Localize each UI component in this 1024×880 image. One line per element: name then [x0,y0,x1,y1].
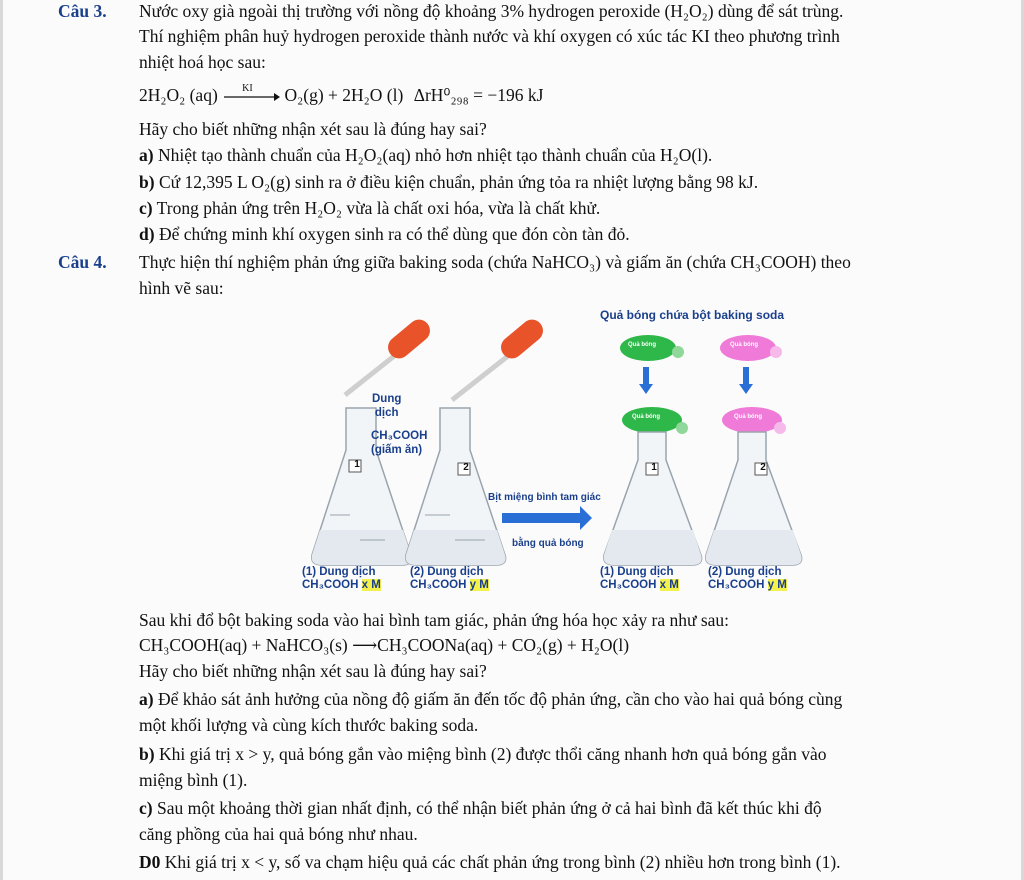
statement-b-text: Cứ 12,395 L O₂(g) sinh ra ở điều kiện chuẩn, phản ứng tỏa ra nhiệt lượng bằng 98 kJ. [158,172,759,192]
flask-4-icon [706,407,802,565]
label-c: c) [139,798,153,818]
process-arrow-icon [502,506,592,530]
label-a: a) [139,145,154,165]
q3-statement-c [139,197,600,219]
label-d: d) [139,224,155,244]
statement-c-text: Trong phản ứng trên H₂O₂ vừa là chất oxi hóa, vừa là chất khử. [156,198,601,218]
q3-statement-a [139,144,712,166]
balloon-tag-green-top: Quả bóng [628,342,656,348]
solution-label-line3: CH₃COOH [371,430,428,442]
q4-statement-b [139,743,827,765]
q3-equation [139,84,543,106]
q4-statement-b-cont: miệng bình (1). [139,770,248,790]
experiment-figure [290,300,820,605]
label-b: b) [139,172,155,192]
label-b: b) [139,744,155,764]
dropper-2-icon [452,315,547,400]
caption-flask-4 [708,566,787,592]
caption-flask-2 [410,566,489,592]
eq-enthalpy: ΔrH⁰₂₉₈ = −196 kJ [413,85,544,105]
caption-2-formula: CH₃COOH [410,579,470,591]
label-d: D0 [139,852,161,872]
caption-4-formula: CH₃COOH [708,579,768,591]
solution-formula [371,429,427,457]
q4-ask: Hãy cho biết những nhận xét sau là đúng hay sai? [139,661,487,681]
caption-3-formula: CH₃COOH [600,579,660,591]
q4-statement-c-cont: căng phồng của hai quả bóng như nhau. [139,824,418,844]
caption-4-conc: y M [767,579,787,591]
q4-statement-d [139,851,841,873]
statement-a-line1: Để khảo sát ảnh hưởng của nồng độ giấm ăn đến tốc độ phản ứng, cần cho vào hai quả bóng cùng [157,689,843,709]
down-arrow-2-icon [739,367,753,394]
label-a: a) [139,689,154,709]
flask-1-number: 1 [354,459,360,470]
statement-c-line1: Sau một khoảng thời gian nhất định, có thể nhận biết phản ứng ở cả hai bình đã kết thúc khi độ [156,798,822,818]
eq-left: 2H₂O₂ (aq) [139,85,218,105]
caption-flask-1 [302,566,381,592]
balloon-tag-pink-top: Quả bóng [730,342,758,348]
solution-label [372,392,401,420]
flask-3-icon [604,407,702,565]
eq-catalyst: KI [242,82,253,94]
caption-3-conc: x M [659,579,679,591]
label-c: c) [139,198,153,218]
q4-after-text: Sau khi đổ bột baking soda vào hai bình tam giác, phản ứng hóa học xảy ra như sau: [139,610,730,630]
arrow-label-bottom: bằng quả bóng [512,538,584,549]
balloon-title: Quả bóng chứa bột baking soda [600,308,785,322]
flask-2-number: 2 [463,462,469,473]
q4-statement-c [139,797,822,819]
solution-label-line2: dịch [374,407,399,419]
arrow-label-top: Bịt miệng bình tam giác [488,492,601,503]
pink-balloon-top-icon [720,335,782,361]
balloon-tag-green: Quả bóng [632,414,660,420]
caption-3-line1: (1) Dung dịch [600,566,674,578]
caption-1-line1: (1) Dung dịch [302,566,376,578]
q3-ask: Hãy cho biết những nhận xét sau là đúng hay sai? [139,119,487,139]
q4-intro-line1: Thực hiện thí nghiệm phản ứng giữa baking soda (chứa NaHCO₃) và giấm ăn (chứa CH₃COOH) theo [139,252,851,272]
q4-statement-a [139,688,842,710]
q4-statement-a-cont: một khối lượng và cùng kích thước baking soda. [139,715,479,735]
statement-d-text: Để chứng minh khí oxygen sinh ra có thể dùng que đón còn tàn đỏ. [158,224,630,244]
q3-intro-line1: Nước oxy già ngoài thị trường với nồng độ khoảng 3% hydrogen peroxide (H₂O₂) dùng để sát trùng. [139,1,844,21]
caption-2-line1: (2) Dung dịch [410,566,484,578]
flask-4-number: 2 [760,462,766,473]
balloon-tag-pink: Quả bóng [734,414,762,420]
green-balloon-top-icon [620,335,684,361]
question-4-heading: Câu 4. [58,252,107,272]
q3-statement-d [139,223,630,245]
solution-label-line4: (giấm ăn) [371,444,423,456]
statement-a-text: Nhiệt tạo thành chuẩn của H₂O₂(aq) nhỏ hơn nhiệt tạo thành chuẩn của H₂O(l). [157,145,713,165]
q4-intro-line2: hình vẽ sau: [139,278,224,298]
eq-arrow [222,82,280,104]
caption-4-line1: (2) Dung dịch [708,566,782,578]
flask-3-number: 1 [651,462,657,473]
eq-right: O₂(g) + 2H₂O (l) [284,85,404,105]
caption-2-conc: y M [469,579,489,591]
reaction-arrow-icon [222,90,280,104]
solution-label-line1: Dung [372,393,402,405]
question-3-heading: Câu 3. [58,1,107,21]
q4-reaction: CH₃COOH(aq) + NaHCO₃(s) ⟶CH₃COONa(aq) + CO₂(g) + H₂O(l) [139,635,630,655]
dropper-1-icon [345,315,434,395]
statement-d-text: Khi giá trị x < y, số va chạm hiệu quả các chất phản ứng trong bình (2) nhiều hơn trong bình (1). [164,852,841,872]
caption-1-conc: x M [361,579,381,591]
q3-intro-line3: nhiệt hoá học sau: [139,52,266,72]
q3-intro-line2: Thí nghiệm phân huỷ hydrogen peroxide thành nước và khí oxygen có xúc tác KI theo phương trình [139,26,840,46]
q3-statement-b [139,171,758,193]
statement-b-line1: Khi giá trị x > y, quả bóng gắn vào miệng bình (2) được thổi căng nhanh hơn quả bóng gắn vào [158,744,827,764]
caption-flask-3 [600,566,679,592]
caption-1-formula: CH₃COOH [302,579,362,591]
down-arrow-1-icon [639,367,653,394]
